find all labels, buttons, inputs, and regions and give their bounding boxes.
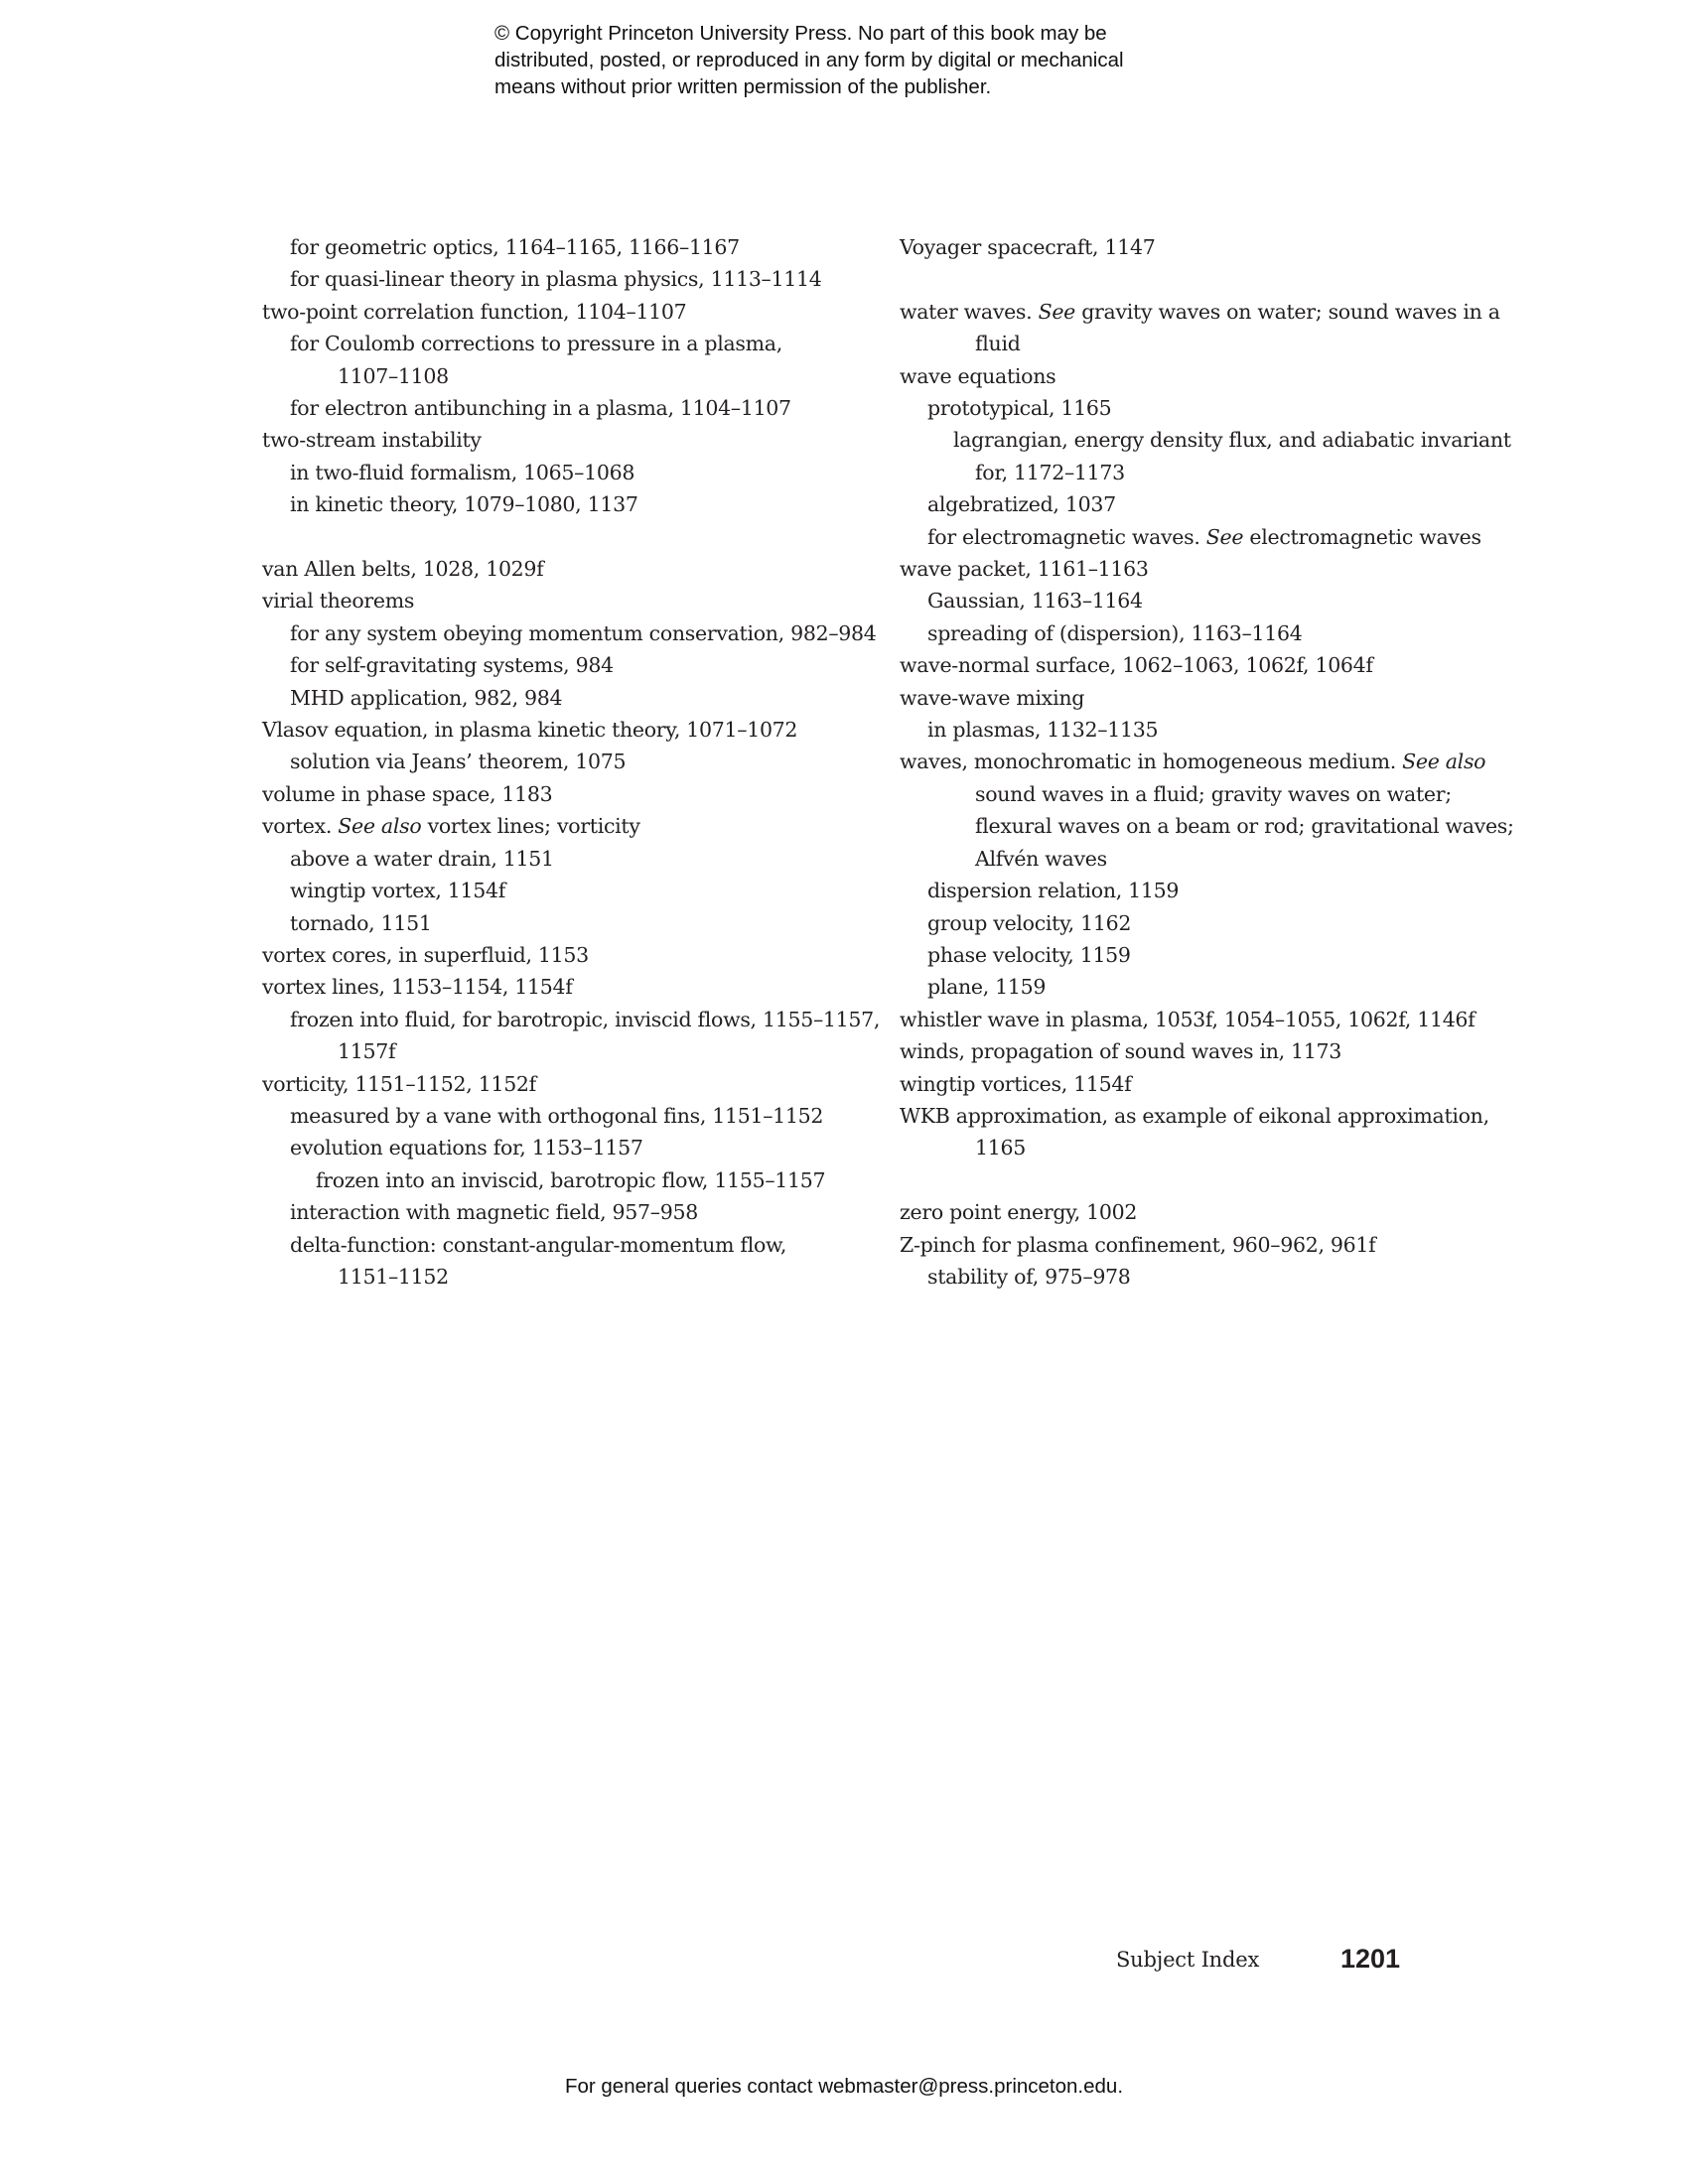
index-entry: for quasi-linear theory in plasma physics, 1113–1114 bbox=[290, 267, 822, 292]
see-also-ref: See also bbox=[338, 814, 422, 839]
index-entry: above a water drain, 1151 bbox=[290, 846, 554, 871]
index-entry: in two-fluid formalism, 1065–1068 bbox=[290, 460, 635, 484]
index-entry: for, 1172–1173 bbox=[975, 460, 1125, 484]
index-entry: interaction with magnetic field, 957–958 bbox=[290, 1200, 698, 1225]
page-folio bbox=[1116, 1944, 1401, 1974]
index-entry bbox=[900, 746, 1515, 777]
copyright-line: means without prior written permission of the publisher. bbox=[494, 75, 992, 98]
index-entry: Z-pinch for plasma confinement, 960–962, 961f bbox=[900, 1232, 1376, 1257]
section-title: Subject Index bbox=[1116, 1948, 1260, 1972]
entry-text: vortex. bbox=[262, 814, 339, 839]
index-entry: van Allen belts, 1028, 1029f bbox=[262, 557, 544, 582]
index-entry: virial theorems bbox=[262, 589, 415, 614]
footer-contact: For general queries contact webmaster@press.princeton.edu. bbox=[564, 2075, 1124, 2098]
index-entry: for geometric optics, 1164–1165, 1166–1167 bbox=[290, 235, 740, 259]
index-entry: 1151–1152 bbox=[338, 1264, 449, 1289]
index-entry: wave-normal surface, 1062–1063, 1062f, 1064f bbox=[900, 653, 1373, 678]
index-entry: lagrangian, energy density flux, and adiabatic invariant bbox=[953, 428, 1511, 453]
copyright-notice bbox=[494, 20, 1249, 100]
index-entry bbox=[262, 810, 868, 842]
page-number: 1201 bbox=[1340, 1944, 1401, 1974]
entry-text: vortex lines; vorticity bbox=[421, 814, 640, 839]
index-entry: fluid bbox=[975, 332, 1021, 356]
letter-group-gap bbox=[900, 1164, 1515, 1196]
index-entry: in plasmas, 1132–1135 bbox=[927, 718, 1159, 743]
index-entry: whistler wave in plasma, 1053f, 1054–1055, 1062f, 1146f bbox=[900, 1007, 1476, 1031]
index-entry: frozen into fluid, for barotropic, inviscid flows, 1155–1157, bbox=[290, 1007, 881, 1031]
entry-text: electromagnetic waves bbox=[1243, 524, 1481, 549]
see-ref: See bbox=[1205, 524, 1244, 549]
index-entry: 1157f bbox=[338, 1039, 396, 1064]
index-entry: for self-gravitating systems, 984 bbox=[290, 653, 614, 678]
entry-text: gravity waves on water; sound waves in a bbox=[1075, 299, 1500, 324]
index-entry: wingtip vortices, 1154f bbox=[900, 1071, 1132, 1096]
index-entry: dispersion relation, 1159 bbox=[927, 879, 1180, 903]
index-entry: prototypical, 1165 bbox=[927, 396, 1112, 421]
entry-text: water waves. bbox=[900, 299, 1039, 324]
index-entry: vortex lines, 1153–1154, 1154f bbox=[262, 975, 573, 1000]
index-entry: delta-function: constant-angular-momentum flow, bbox=[290, 1232, 787, 1257]
index-entry: Gaussian, 1163–1164 bbox=[927, 589, 1143, 614]
index-entry: algebratized, 1037 bbox=[927, 492, 1116, 517]
see-also-ref: See also bbox=[1402, 750, 1486, 774]
index-entry: plane, 1159 bbox=[927, 975, 1047, 1000]
index-entry: group velocity, 1162 bbox=[927, 910, 1132, 935]
index-entry: two-point correlation function, 1104–1107 bbox=[262, 299, 687, 324]
index-entry: wingtip vortex, 1154f bbox=[290, 879, 506, 903]
index-entry: wave-wave mixing bbox=[900, 685, 1085, 710]
index-entry: solution via Jeans’ theorem, 1075 bbox=[290, 750, 627, 774]
index-entry: for any system obeying momentum conservation, 982–984 bbox=[290, 620, 877, 645]
index-entry: Voyager spacecraft, 1147 bbox=[900, 235, 1156, 259]
index-entry: zero point energy, 1002 bbox=[900, 1200, 1138, 1225]
index-entry: frozen into an inviscid, barotropic flow, 1155–1157 bbox=[316, 1167, 826, 1192]
copyright-line: distributed, posted, or reproduced in any form by digital or mechanical bbox=[494, 49, 1124, 71]
index-entry: 1165 bbox=[975, 1136, 1026, 1160]
index-entry: vortex cores, in superfluid, 1153 bbox=[262, 942, 589, 967]
index-entry: vorticity, 1151–1152, 1152f bbox=[262, 1071, 536, 1096]
see-ref: See bbox=[1038, 299, 1076, 324]
letter-group-gap bbox=[900, 263, 1515, 295]
index-entry: volume in phase space, 1183 bbox=[262, 781, 553, 806]
index-entry: WKB approximation, as example of eikonal approximation, bbox=[900, 1103, 1489, 1128]
index-entry bbox=[900, 296, 1515, 328]
index-entry: phase velocity, 1159 bbox=[927, 942, 1131, 967]
index-column-right bbox=[900, 231, 1515, 1293]
index-entry: stability of, 975–978 bbox=[927, 1264, 1131, 1289]
index-entry: Vlasov equation, in plasma kinetic theory, 1071–1072 bbox=[262, 718, 798, 743]
index-entry: wave equations bbox=[900, 363, 1056, 388]
index-entry: MHD application, 982, 984 bbox=[290, 685, 563, 710]
index-entry: tornado, 1151 bbox=[290, 910, 432, 935]
index-column-left bbox=[262, 231, 881, 1293]
index-entry: Alfvén waves bbox=[975, 846, 1107, 871]
index-entry: evolution equations for, 1153–1157 bbox=[290, 1136, 643, 1160]
index-entry: wave packet, 1161–1163 bbox=[900, 557, 1149, 582]
index-entry: winds, propagation of sound waves in, 1173 bbox=[900, 1039, 1342, 1064]
index-entry: in kinetic theory, 1079–1080, 1137 bbox=[290, 492, 638, 517]
index-entry: two-stream instability bbox=[262, 428, 482, 453]
index-entry: for electron antibunching in a plasma, 1104–1107 bbox=[290, 396, 791, 421]
index-entry: flexural waves on a beam or rod; gravitational waves; bbox=[975, 814, 1514, 839]
letter-group-gap bbox=[262, 521, 868, 553]
entry-text: for electromagnetic waves. bbox=[927, 524, 1206, 549]
index-entry: measured by a vane with orthogonal fins, 1151–1152 bbox=[290, 1103, 824, 1128]
index-entry bbox=[900, 521, 1515, 553]
index-entry: for Coulomb corrections to pressure in a plasma, bbox=[290, 332, 782, 356]
index-entry: spreading of (dispersion), 1163–1164 bbox=[927, 620, 1303, 645]
copyright-line: © Copyright Princeton University Press. No part of this book may be bbox=[494, 22, 1107, 45]
index-entry: 1107–1108 bbox=[338, 363, 449, 388]
index-entry: sound waves in a fluid; gravity waves on water; bbox=[975, 781, 1452, 806]
entry-text: waves, monochromatic in homogeneous medium. bbox=[900, 750, 1403, 774]
